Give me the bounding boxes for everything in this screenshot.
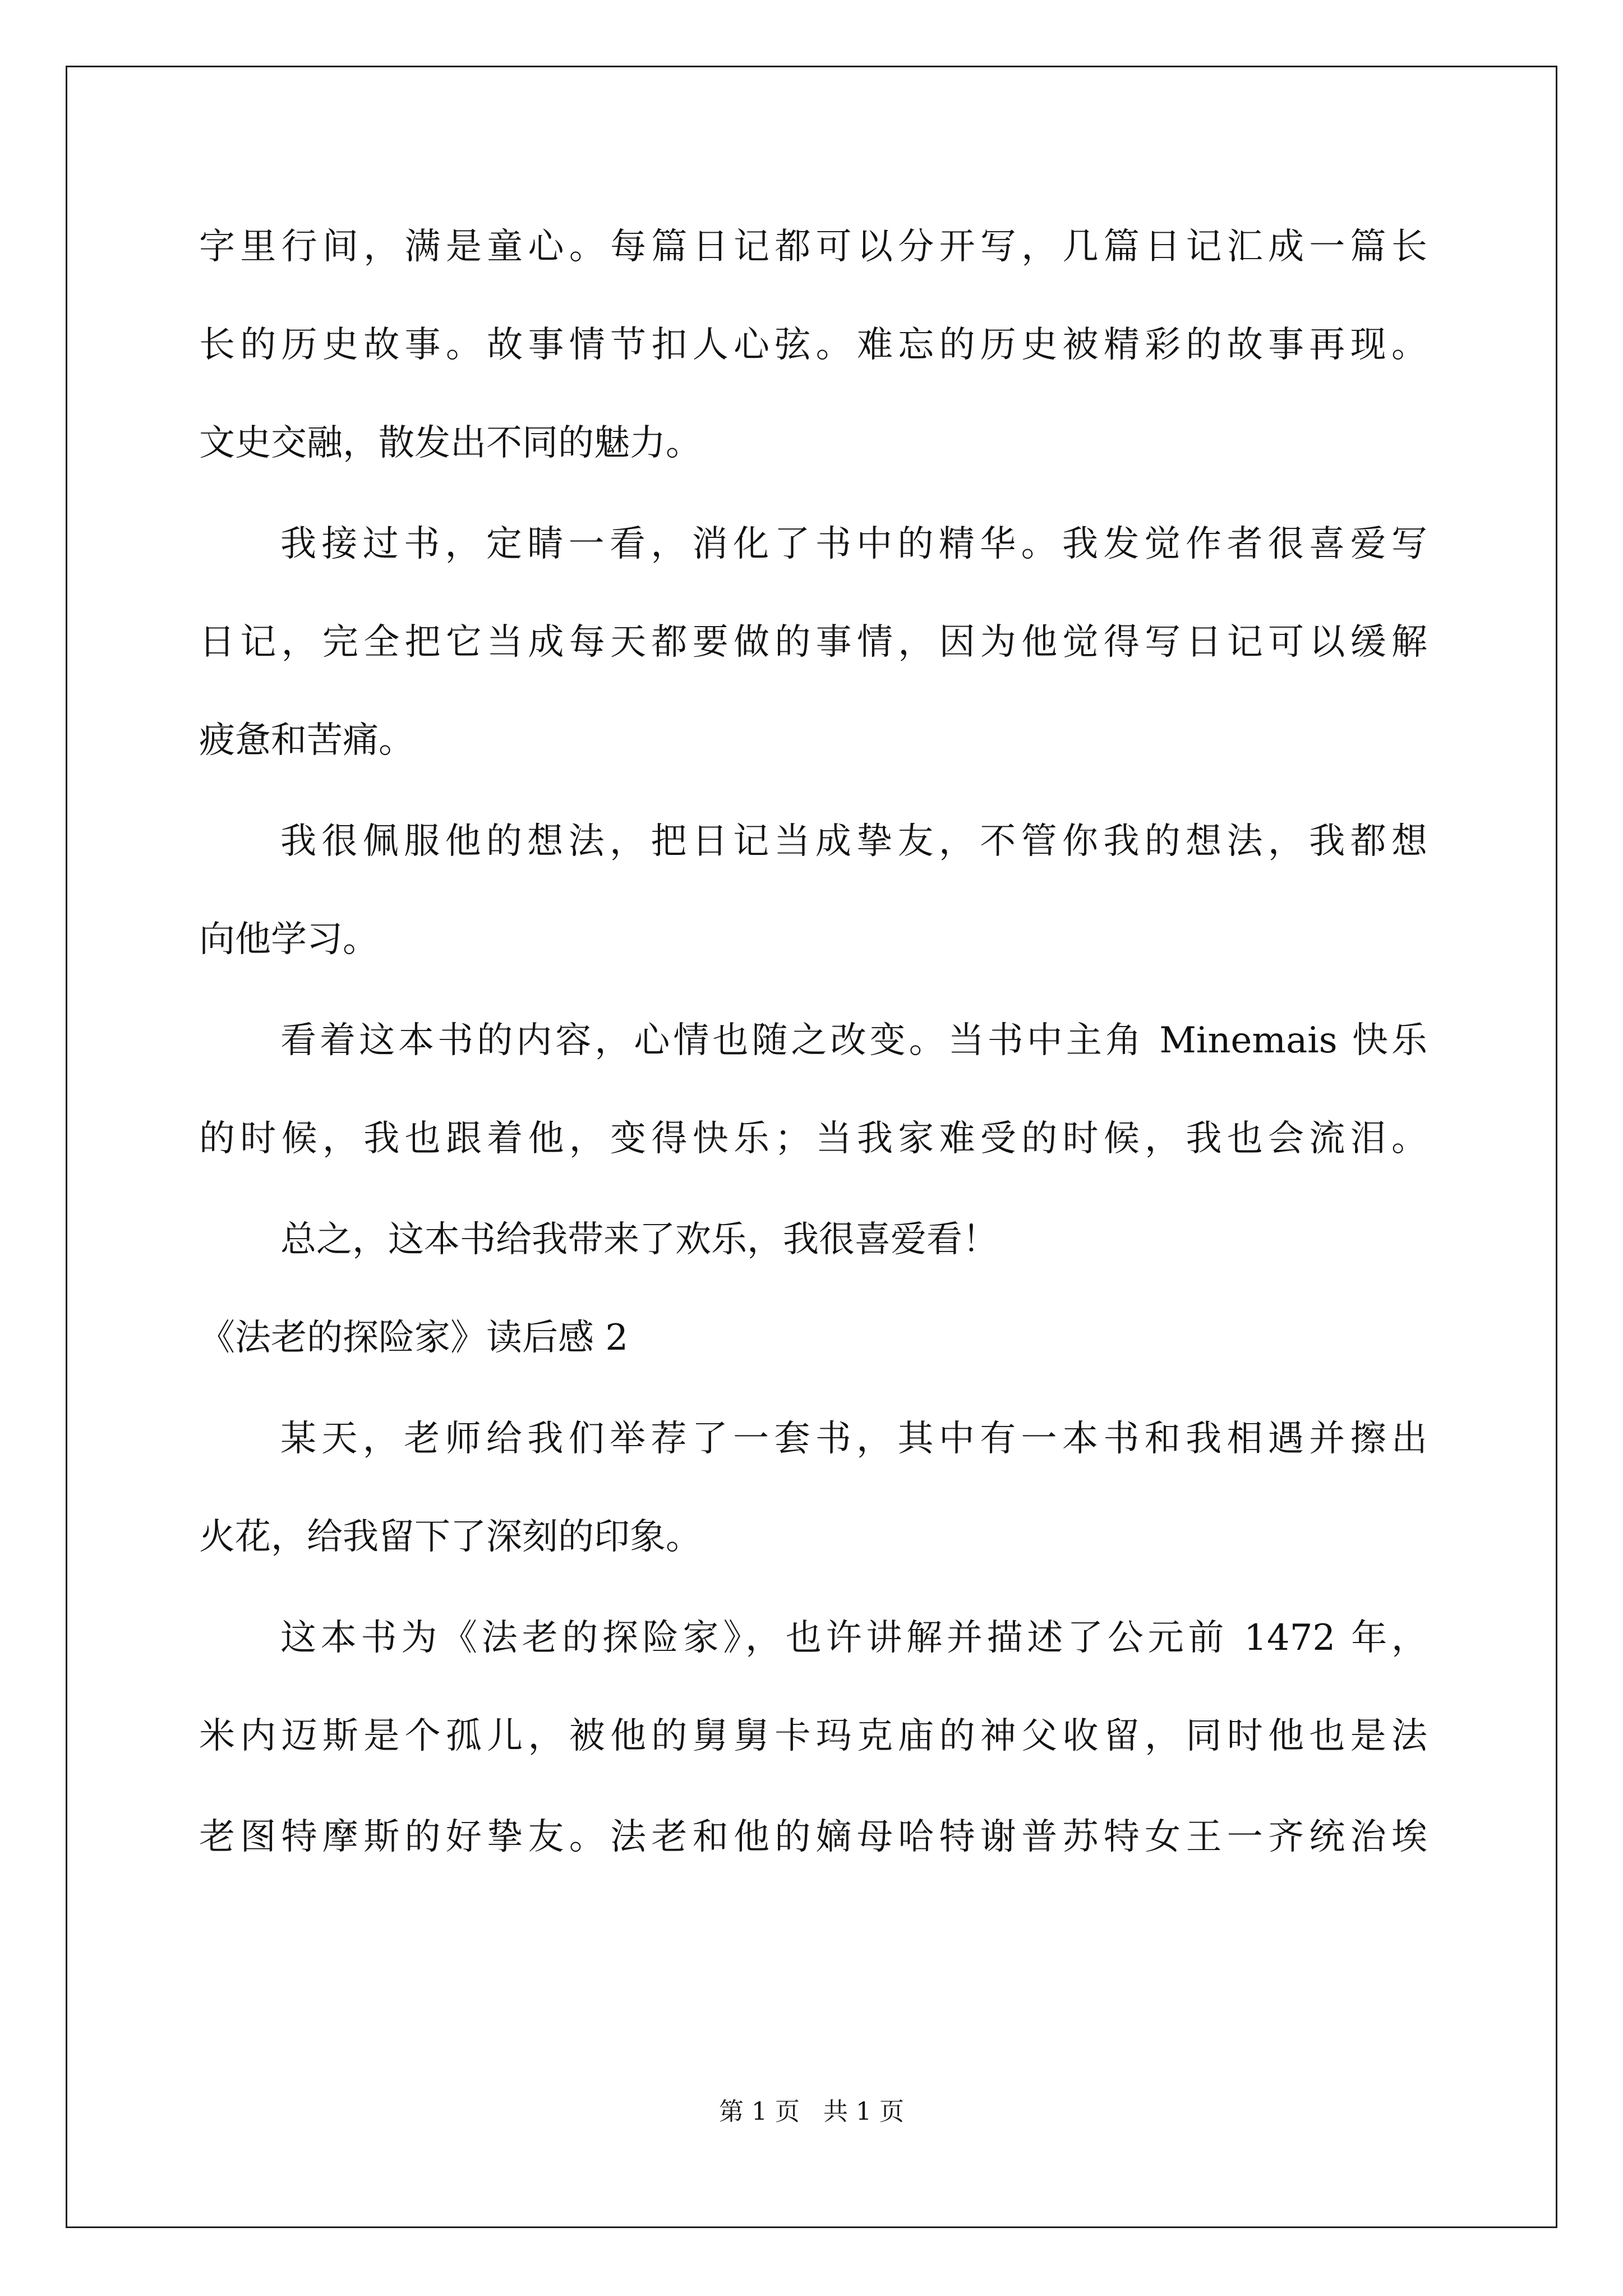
page-footer: 第 1 页 共 1 页 — [719, 2097, 904, 2126]
paragraph-line: 长的历史故事。故事情节扣人心弦。难忘的历史被精彩的故事再现。 — [199, 324, 1427, 366]
paragraph-line: 这本书为《法老的探险家》，也许讲解并描述了公元前 1472 年， — [280, 1617, 1427, 1659]
paragraph-line: 文史交融，散发出不同的魅力。 — [199, 422, 702, 464]
paragraph-line: 总之，这本书给我带来了欢乐，我很喜爱看！ — [280, 1219, 998, 1260]
paragraph-line: 的时候，我也跟着他，变得快乐；当我家难受的时候，我也会流泪。 — [199, 1118, 1427, 1159]
paragraph-line: 向他学习。 — [199, 919, 379, 960]
paragraph-line: 米内迈斯是个孤儿，被他的舅舅卡玛克庙的神父收留，同时他也是法 — [199, 1715, 1427, 1757]
paragraph-line: 疲惫和苦痛。 — [199, 720, 414, 761]
paragraph-line: 我接过书，定睛一看，消化了书中的精华。我发觉作者很喜爱写 — [280, 523, 1427, 565]
paragraph-line: 某天，老师给我们举荐了一套书，其中有一本书和我相遇并擦出 — [280, 1418, 1427, 1460]
paragraph-line: 日记，完全把它当成每天都要做的事情，因为他觉得写日记可以缓解 — [199, 622, 1427, 663]
paragraph-line: 火花，给我留下了深刻的印象。 — [199, 1516, 702, 1558]
paragraph-line: 老图特摩斯的好挚友。法老和他的嫡母哈特谢普苏特女王一齐统治埃 — [199, 1816, 1427, 1858]
paragraph-line: 我很佩服他的想法，把日记当成挚友，不管你我的想法，我都想 — [280, 821, 1427, 862]
section-heading: 《法老的探险家》读后感 2 — [199, 1317, 629, 1359]
paragraph-line: 字里行间，满是童心。每篇日记都可以分开写，几篇日记汇成一篇长 — [199, 226, 1427, 268]
paragraph-line: 看着这本书的内容，心情也随之改变。当书中主角 Minemais 快乐 — [280, 1020, 1427, 1061]
